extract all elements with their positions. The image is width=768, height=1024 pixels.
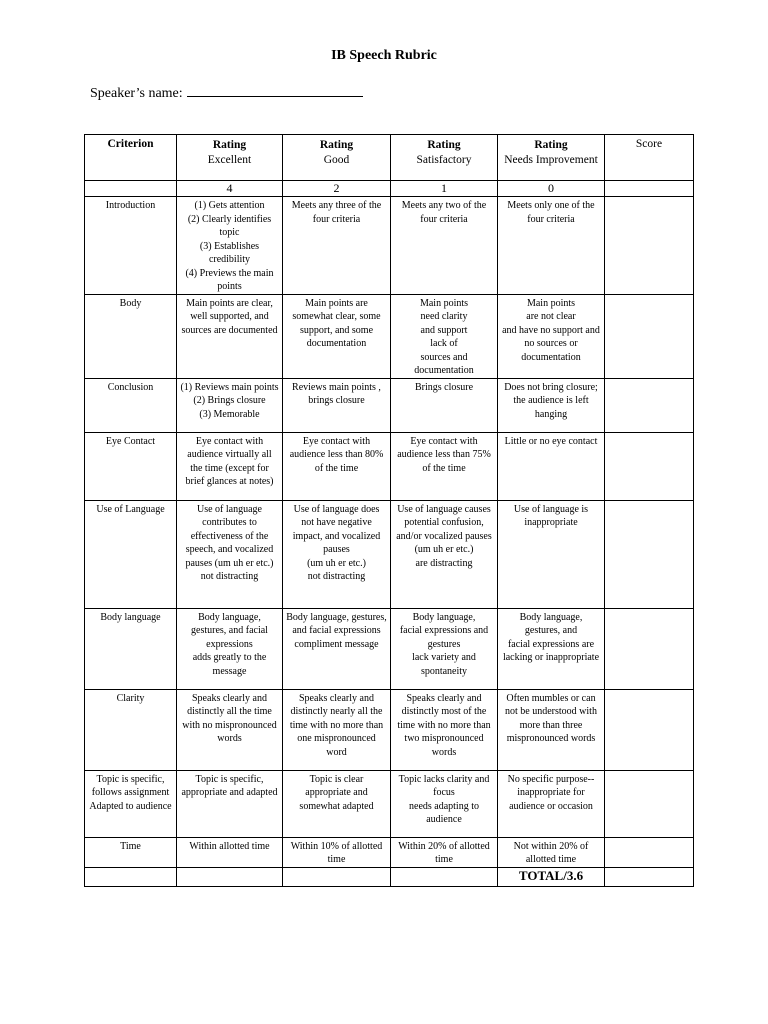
- points-good: 2: [283, 181, 391, 197]
- score-input-cell[interactable]: [605, 837, 694, 867]
- table-row: [85, 837, 694, 867]
- speaker-name-label: Speaker’s name:: [90, 86, 183, 101]
- descriptor-excellent: Main points are clear, well supported, and sources are documented: [177, 294, 283, 378]
- rating-header-excellent: [177, 135, 283, 181]
- criterion-cell: Body language: [85, 608, 177, 689]
- score-input-cell[interactable]: [605, 378, 694, 432]
- descriptor-satisfactory: Meets any two of the four criteria: [391, 197, 498, 295]
- points-satisfactory: 1: [391, 181, 498, 197]
- rating-header-satisfactory: [391, 135, 498, 181]
- descriptor-satisfactory: Speaks clearly and distinctly most of the time with no more than two mispronounced words: [391, 689, 498, 770]
- score-header: Score: [605, 135, 694, 181]
- rating-level: Excellent: [207, 153, 252, 166]
- speaker-name-field[interactable]: [90, 84, 363, 102]
- score-input-cell[interactable]: [605, 608, 694, 689]
- score-input-cell[interactable]: [605, 770, 694, 837]
- criterion-cell: Use of Language: [85, 500, 177, 608]
- descriptor-needs-improvement: Body language, gestures, and facial expressions are lacking or inappropriate: [498, 608, 605, 689]
- rubric-table: [84, 134, 694, 887]
- descriptor-needs-improvement: Does not bring closure; the audience is left hanging: [498, 378, 605, 432]
- table-row: [85, 432, 694, 500]
- page-title: IB Speech Rubric: [331, 48, 437, 63]
- descriptor-excellent: (1) Gets attention (2) Clearly identifies topic (3) Establishes credibility (4) Previews the main points: [177, 197, 283, 295]
- descriptor-needs-improvement: No specific purpose-- inappropriate for audience or occasion: [498, 770, 605, 837]
- descriptor-good: Eye contact with audience less than 80% of the time: [283, 432, 391, 500]
- descriptor-needs-improvement: Use of language is inappropriate: [498, 500, 605, 608]
- score-input-cell[interactable]: [605, 432, 694, 500]
- criterion-cell: Topic is specific, follows assignment Adapted to audience: [85, 770, 177, 837]
- points-needs-improvement: 0: [498, 181, 605, 197]
- descriptor-good: Main points are somewhat clear, some support, and some documentation: [283, 294, 391, 378]
- total-row: [85, 867, 694, 886]
- total-label: TOTAL/3.6: [498, 867, 605, 886]
- descriptor-satisfactory: Main points need clarity and support lack of sources and documentation: [391, 294, 498, 378]
- descriptor-satisfactory: Topic lacks clarity and focus needs adapting to audience: [391, 770, 498, 837]
- descriptor-excellent: Speaks clearly and distinctly all the time with no mispronounced words: [177, 689, 283, 770]
- score-input-cell[interactable]: [605, 197, 694, 295]
- descriptor-good: Speaks clearly and distinctly nearly all the time with no more than one mispronounced word: [283, 689, 391, 770]
- speaker-name-blank[interactable]: [187, 84, 363, 97]
- descriptor-needs-improvement: Little or no eye contact: [498, 432, 605, 500]
- table-row: [85, 294, 694, 378]
- descriptor-needs-improvement: Main points are not clear and have no support and no sources or documentation: [498, 294, 605, 378]
- points-score-cell: [605, 181, 694, 197]
- rating-level: Good: [323, 153, 350, 166]
- descriptor-satisfactory: Eye contact with audience less than 75% of the time: [391, 432, 498, 500]
- total-blank-cell: [283, 867, 391, 886]
- descriptor-excellent: Within allotted time: [177, 837, 283, 867]
- total-blank-cell: [391, 867, 498, 886]
- score-input-cell[interactable]: [605, 294, 694, 378]
- descriptor-good: Within 10% of allotted time: [283, 837, 391, 867]
- descriptor-satisfactory: Brings closure: [391, 378, 498, 432]
- descriptor-good: Body language, gestures, and facial expressions compliment message: [283, 608, 391, 689]
- descriptor-excellent: Body language, gestures, and facial expressions adds greatly to the message: [177, 608, 283, 689]
- descriptor-excellent: (1) Reviews main points (2) Brings closure (3) Memorable: [177, 378, 283, 432]
- points-blank-cell: [85, 181, 177, 197]
- total-blank-cell: [85, 867, 177, 886]
- descriptor-needs-improvement: Often mumbles or can not be understood with more than three mispronounced words: [498, 689, 605, 770]
- rating-header-good: [283, 135, 391, 181]
- points-row: [85, 181, 694, 197]
- descriptor-excellent: Eye contact with audience virtually all the time (except for brief glances at notes): [177, 432, 283, 500]
- rating-label: Rating: [534, 139, 568, 151]
- table-row: [85, 500, 694, 608]
- rating-label: Rating: [212, 139, 247, 151]
- criterion-cell: Introduction: [85, 197, 177, 295]
- total-score-cell[interactable]: [605, 867, 694, 886]
- descriptor-good: Topic is clear appropriate and somewhat adapted: [283, 770, 391, 837]
- rating-label: Rating: [427, 139, 461, 151]
- score-input-cell[interactable]: [605, 689, 694, 770]
- descriptor-satisfactory: Body language, facial expressions and gestures lack variety and spontaneity: [391, 608, 498, 689]
- descriptor-good: Reviews main points , brings closure: [283, 378, 391, 432]
- rating-label: Rating: [319, 139, 354, 151]
- criterion-header: Criterion: [85, 135, 177, 181]
- descriptor-good: Meets any three of the four criteria: [283, 197, 391, 295]
- descriptor-needs-improvement: Not within 20% of allotted time: [498, 837, 605, 867]
- descriptor-needs-improvement: Meets only one of the four criteria: [498, 197, 605, 295]
- table-row: [85, 378, 694, 432]
- criterion-cell: Conclusion: [85, 378, 177, 432]
- criterion-cell: Eye Contact: [85, 432, 177, 500]
- criterion-cell: Body: [85, 294, 177, 378]
- descriptor-excellent: Topic is specific, appropriate and adapted: [177, 770, 283, 837]
- header-row: [85, 135, 694, 181]
- score-input-cell[interactable]: [605, 500, 694, 608]
- descriptor-good: Use of language does not have negative impact, and vocalized pauses (um uh er etc.) not distracting: [283, 500, 391, 608]
- descriptor-satisfactory: Use of language causes potential confusion, and/or vocalized pauses (um uh er etc.) are distracting: [391, 500, 498, 608]
- rating-level: Satisfactory: [416, 153, 472, 166]
- rating-level: Needs Improvement: [504, 153, 598, 166]
- table-row: [85, 608, 694, 689]
- total-blank-cell: [177, 867, 283, 886]
- table-row: [85, 689, 694, 770]
- descriptor-excellent: Use of language contributes to effectiveness of the speech, and vocalized pauses (um uh er etc.) not distracting: [177, 500, 283, 608]
- rating-header-needs-improvement: [498, 135, 605, 181]
- table-row: [85, 770, 694, 837]
- descriptor-satisfactory: Within 20% of allotted time: [391, 837, 498, 867]
- criterion-cell: Time: [85, 837, 177, 867]
- points-excellent: 4: [177, 181, 283, 197]
- criterion-cell: Clarity: [85, 689, 177, 770]
- table-row: [85, 197, 694, 295]
